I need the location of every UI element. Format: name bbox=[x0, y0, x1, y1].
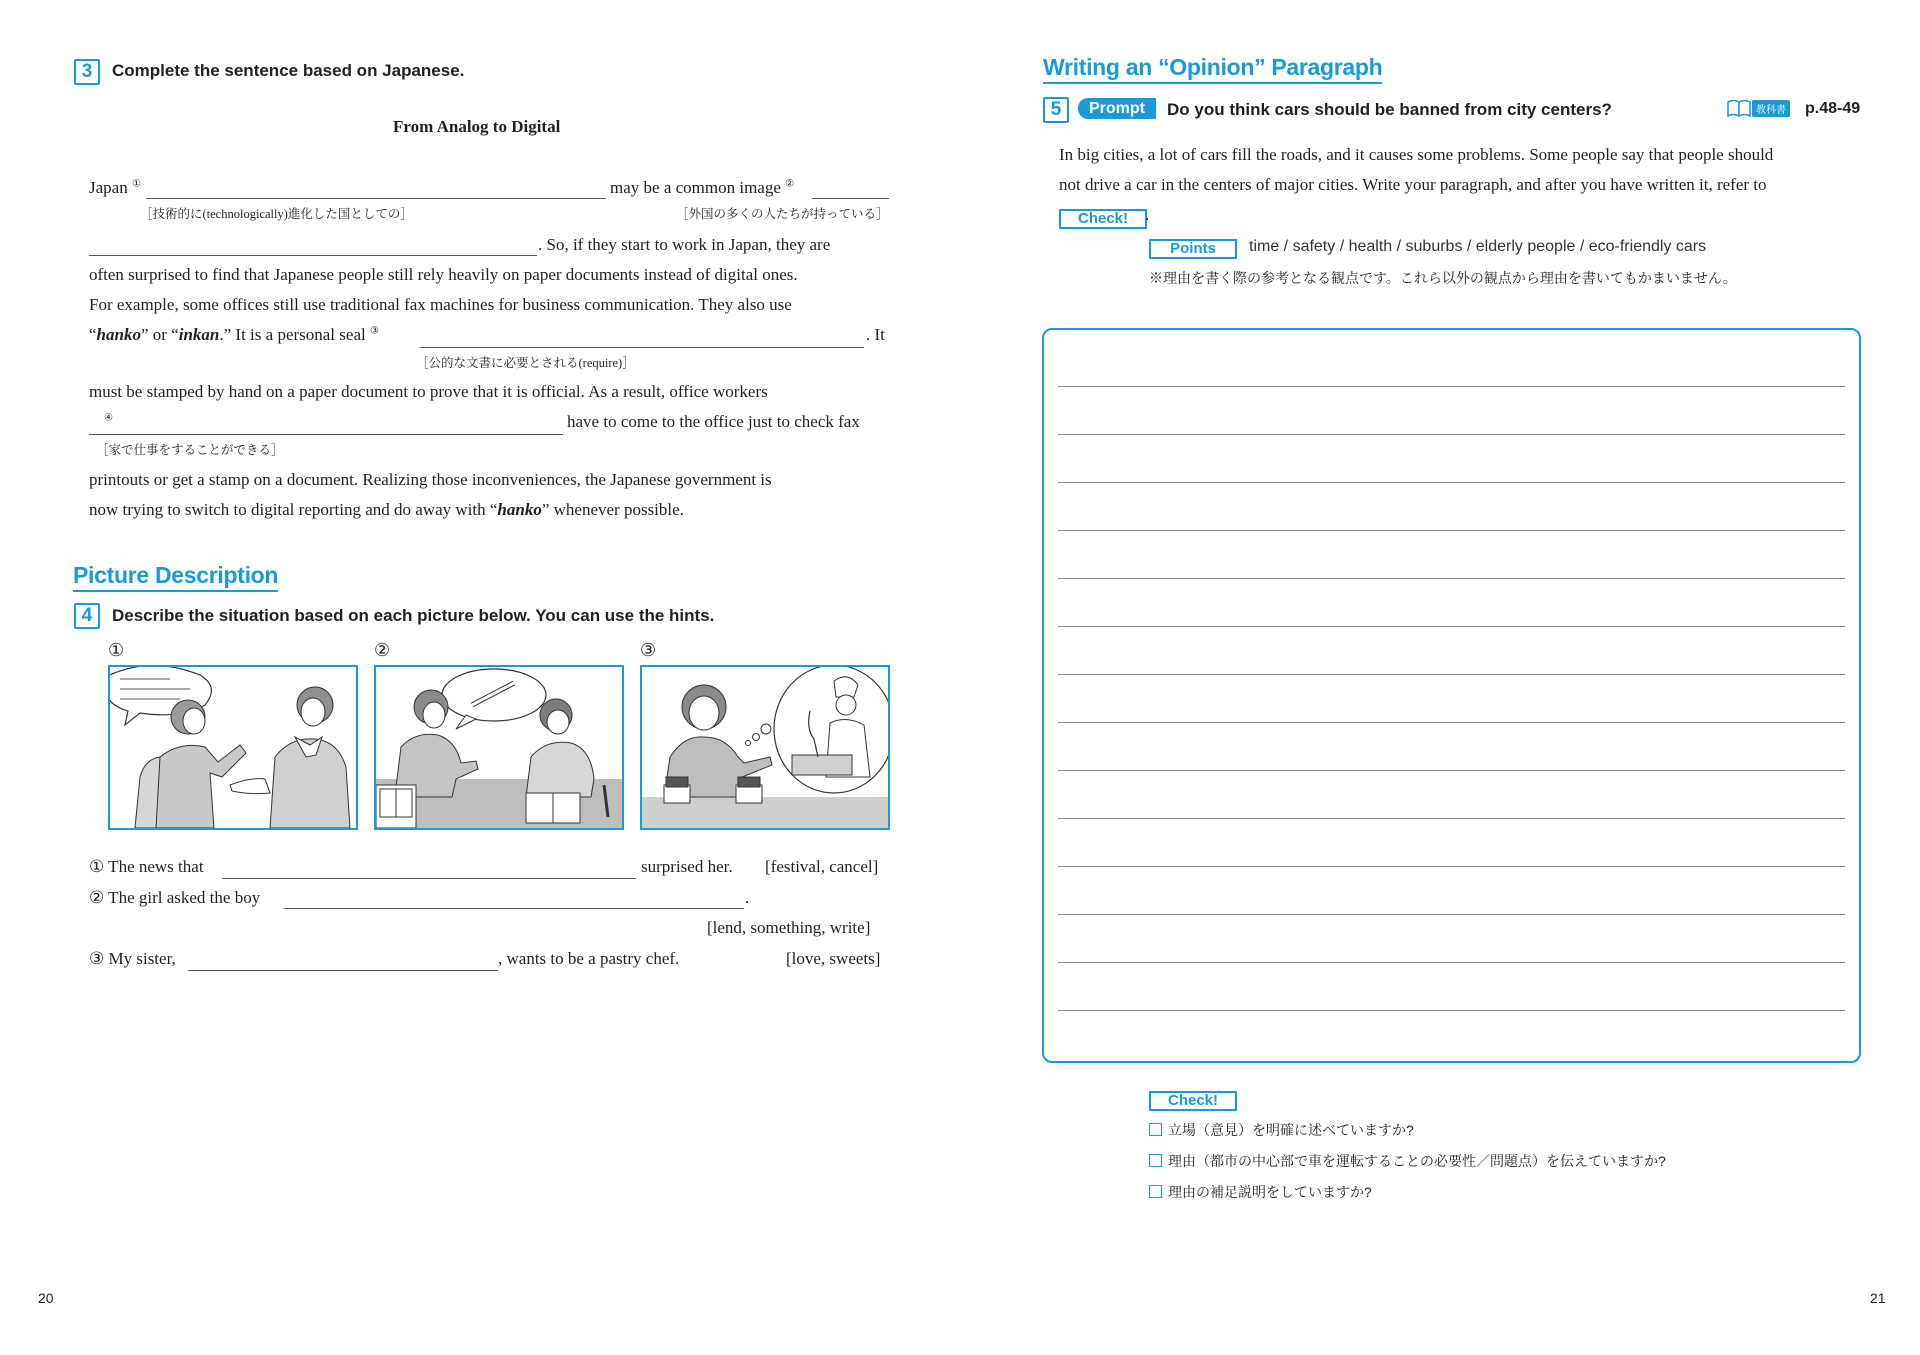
picture-blank-2[interactable] bbox=[284, 908, 744, 909]
prompt-paragraph-line-2: not drive a car in the centers of major cities. Write your paragraph, and after you have written it, refer to bbox=[1059, 175, 1767, 194]
textbook-label: 教科書 bbox=[1752, 100, 1790, 117]
checklist-item-3[interactable]: 理由の補足説明をしていますか? bbox=[1149, 1182, 1372, 1202]
picture-2-label: ② bbox=[374, 640, 391, 660]
passage-line-1-start: Japan ① bbox=[89, 178, 141, 197]
picture-hint-3: [love, sweets] bbox=[786, 949, 881, 968]
question-4-instruction: Describe the situation based on each picture below. You can use the hints. bbox=[112, 606, 715, 625]
check-period: . bbox=[1145, 205, 1150, 224]
picture-3-illustration bbox=[640, 665, 890, 830]
question-3-number: 3 bbox=[74, 59, 100, 85]
checklist-tag: Check! bbox=[1149, 1091, 1237, 1111]
writing-line[interactable] bbox=[1058, 914, 1845, 915]
picture-blank-3[interactable] bbox=[188, 970, 498, 971]
blank-2-end[interactable] bbox=[89, 255, 537, 256]
writing-line[interactable] bbox=[1058, 626, 1845, 627]
writing-line[interactable] bbox=[1058, 530, 1845, 531]
picture-hint-1: [festival, cancel] bbox=[765, 857, 879, 876]
passage-line-1-mid: may be a common image ② bbox=[610, 178, 795, 197]
hint-3: ［公的な文書に必要とされる(require)］ bbox=[416, 356, 635, 370]
writing-line[interactable] bbox=[1058, 386, 1845, 387]
passage-line-6: must be stamped by hand on a paper document to prove that it is official. As a result, office workers bbox=[89, 382, 768, 401]
passage-line-3: often surprised to find that Japanese people still rely heavily on paper documents instead of digital ones. bbox=[89, 265, 798, 284]
writing-line[interactable] bbox=[1058, 1010, 1845, 1011]
checklist-item-1[interactable]: 立場（意見）を明確に述べていますか? bbox=[1149, 1120, 1414, 1140]
blank-2-start[interactable] bbox=[812, 198, 889, 199]
check-tag: Check! bbox=[1059, 209, 1147, 229]
writing-line[interactable] bbox=[1058, 674, 1845, 675]
question-4-number: 4 bbox=[74, 603, 100, 629]
blank-1[interactable] bbox=[146, 198, 606, 199]
picture-blank-1[interactable] bbox=[222, 878, 636, 879]
question-3-instruction: Complete the sentence based on Japanese. bbox=[112, 61, 465, 80]
writing-line[interactable] bbox=[1058, 770, 1845, 771]
passage-line-7-num: ④ bbox=[104, 412, 113, 424]
picture-2-illustration bbox=[374, 665, 624, 830]
hint-2: ［外国の多くの人たちが持っている］ bbox=[676, 207, 889, 221]
textbook-pages: p.48-49 bbox=[1805, 100, 1861, 117]
writing-area[interactable] bbox=[1042, 328, 1861, 1063]
blank-3[interactable] bbox=[420, 347, 864, 348]
hint-1: ［技術的に(technologically)進化した国としての］ bbox=[140, 207, 413, 221]
prompt-text: Do you think cars should be banned from city centers? bbox=[1167, 100, 1612, 119]
points-tag: Points bbox=[1149, 239, 1237, 259]
passage-line-9: now trying to switch to digital reporting and do away with “hanko” whenever possible. bbox=[89, 500, 684, 519]
prompt-label: Prompt bbox=[1078, 98, 1156, 119]
picture-description-title: Picture Description bbox=[73, 562, 279, 588]
checklist-item-2[interactable]: 理由（都市の中心部で車を運転することの必要性／問題点）を伝えていますか? bbox=[1149, 1151, 1666, 1171]
writing-line[interactable] bbox=[1058, 578, 1845, 579]
checkbox-icon[interactable] bbox=[1149, 1123, 1162, 1136]
checkbox-icon[interactable] bbox=[1149, 1154, 1162, 1167]
book-icon bbox=[1727, 99, 1751, 122]
picture-3-label: ③ bbox=[640, 640, 657, 660]
writing-line[interactable] bbox=[1058, 722, 1845, 723]
opinion-paragraph-title: Writing an “Opinion” Paragraph bbox=[1043, 54, 1383, 80]
writing-line[interactable] bbox=[1058, 434, 1845, 435]
points-note: ※理由を書く際の参考となる観点です。これら以外の観点から理由を書いてもかまいません。 bbox=[1149, 270, 1737, 286]
points-text: time / safety / health / suburbs / elderly people / eco-friendly cars bbox=[1249, 238, 1707, 255]
blank-4[interactable] bbox=[89, 434, 563, 435]
picture-sentence-1-end: surprised her. bbox=[641, 857, 733, 876]
checkbox-icon[interactable] bbox=[1149, 1185, 1162, 1198]
page-number-left: 20 bbox=[38, 1290, 54, 1306]
picture-sentence-3: ③ My sister, bbox=[89, 949, 176, 968]
writing-line[interactable] bbox=[1058, 962, 1845, 963]
passage-line-5: “hanko” or “inkan.” It is a personal seal ③ bbox=[89, 325, 379, 344]
picture-sentence-1: ① The news that bbox=[89, 857, 204, 876]
passage-line-7: have to come to the office just to check fax bbox=[567, 412, 860, 431]
writing-line[interactable] bbox=[1058, 482, 1845, 483]
passage-title: From Analog to Digital bbox=[393, 117, 561, 136]
passage-line-4: For example, some offices still use traditional fax machines for business communication. They also use bbox=[89, 295, 792, 314]
question-5-number: 5 bbox=[1043, 97, 1069, 123]
page-number-right: 21 bbox=[1870, 1290, 1886, 1306]
passage-line-2: . So, if they start to work in Japan, they are bbox=[538, 235, 831, 254]
picture-1-illustration bbox=[108, 665, 358, 830]
picture-hint-2: [lend, something, write] bbox=[707, 918, 871, 937]
picture-sentence-3-end: , wants to be a pastry chef. bbox=[498, 949, 680, 968]
picture-sentence-2: ② The girl asked the boy bbox=[89, 888, 261, 907]
passage-line-8: printouts or get a stamp on a document. Realizing those inconveniences, the Japanese government is bbox=[89, 470, 772, 489]
hint-4: ［家で仕事をすることができる］ bbox=[96, 443, 284, 457]
prompt-paragraph-line-1: In big cities, a lot of cars fill the roads, and it causes some problems. Some people say that people should bbox=[1059, 145, 1774, 164]
picture-sentence-2-end: . bbox=[745, 888, 750, 907]
writing-line[interactable] bbox=[1058, 818, 1845, 819]
writing-line[interactable] bbox=[1058, 866, 1845, 867]
passage-line-5-end: . It bbox=[866, 325, 885, 344]
picture-1-label: ① bbox=[108, 640, 125, 660]
